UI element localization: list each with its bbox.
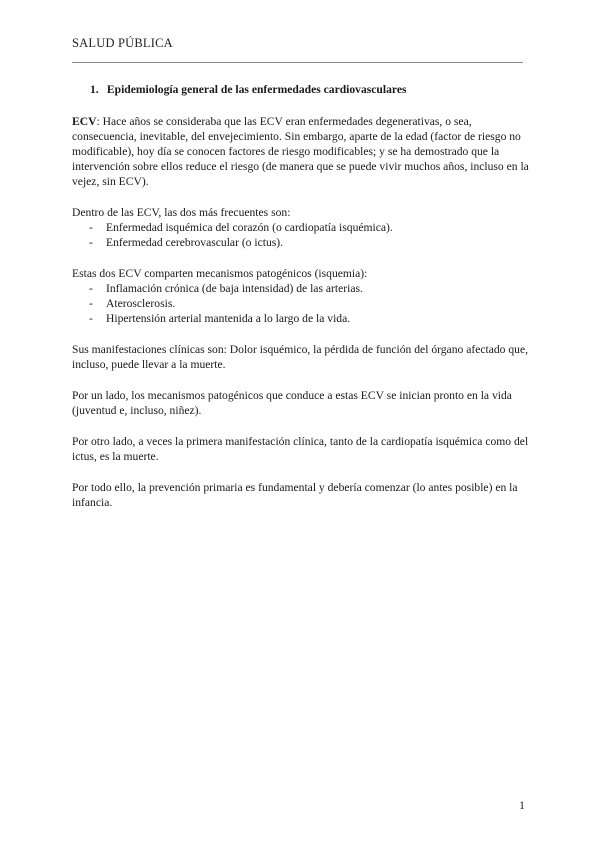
list-item-text: Enfermedad cerebrovascular (o ictus).	[106, 236, 284, 249]
paragraph-primary-prevention: Por todo ello, la prevención primaria es fundamental y debería comenzar (lo antes posible) en la infancia.	[72, 481, 518, 509]
header-divider	[72, 62, 523, 63]
list-item	[72, 220, 530, 235]
paragraph-ecv-text: : Hace años se consideraba que las ECV eran enfermedades degenerativas, o sea, consecuencia, inevitable, del envejecimiento. Sin embargo, aparte de la edad (factor de riesgo no modificable), hoy día se conocen factores de riesgo modificables; y se ha demostrado que la intervención sobre ellos reduce el riesgo (de manera que se puede vivir muchos años, incluso en la vejez, sin ECV).	[72, 115, 529, 188]
paragraph-clinical-manifestations: Sus manifestaciones clínicas son: Dolor isquémico, la pérdida de función del órgano afectado que, incluso, puede llevar a la muerte.	[72, 343, 528, 371]
section-title: Epidemiología general de las enfermedades cardiovasculares	[106, 83, 407, 96]
list-item	[72, 311, 530, 326]
list-item	[72, 296, 530, 311]
list-item-text: Enfermedad isquémica del corazón (o cardiopatía isquémica).	[106, 221, 393, 234]
list-item-text: Inflamación crónica (de baja intensidad) de las arterias.	[106, 282, 363, 295]
paragraph-lead-term: ECV	[72, 115, 97, 128]
paragraph-early-onset: Por un lado, los mecanismos patogénicos que conduce a estas ECV se inician pronto en la vida (juventud e, incluso, niñez).	[72, 389, 512, 417]
document-body	[72, 82, 530, 526]
list-item	[72, 235, 530, 250]
page-number: 1	[519, 798, 525, 812]
dash-bullet: -	[89, 297, 93, 310]
list-item-text: Hipertensión arterial mantenida a lo largo de la vida.	[106, 312, 351, 325]
list-pathogenic-mechanisms	[72, 281, 530, 326]
dash-bullet: -	[89, 236, 93, 249]
dash-bullet: -	[89, 221, 93, 234]
list-item-text: Aterosclerosis.	[106, 297, 176, 310]
dash-bullet: -	[89, 282, 93, 295]
paragraph-mechanisms-intro: Estas dos ECV comparten mecanismos patogénicos (isquemia):	[72, 267, 368, 280]
section-number: 1.	[90, 83, 99, 96]
list-item	[72, 281, 530, 296]
page-header-title: SALUD PÚBLICA	[72, 36, 173, 50]
section-heading	[90, 82, 530, 97]
paragraph-first-manifestation: Por otro lado, a veces la primera manifestación clínica, tanto de la cardiopatía isquémica como del ictus, es la muerte.	[72, 435, 529, 463]
dash-bullet: -	[89, 312, 93, 325]
paragraph-ecv-definition	[72, 114, 530, 189]
list-frequent-ecv	[72, 220, 530, 250]
paragraph-frequent-intro: Dentro de las ECV, las dos más frecuentes son:	[72, 206, 291, 219]
